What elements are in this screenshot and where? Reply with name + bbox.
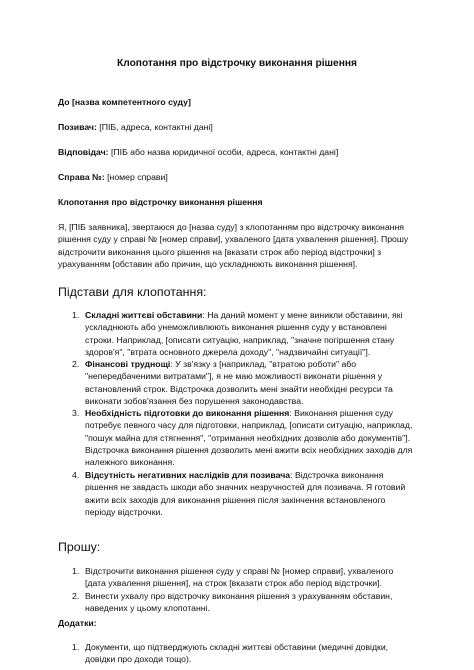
- attachment-item-text: Документи, що підтверджують складні життєві обставини (медичні довідки,: [85, 642, 389, 652]
- case-label: Справа №:: [58, 172, 105, 182]
- list-item-body: [85, 641, 430, 666]
- intro-line: рішення суду у справі № [номер справи], ухваленого [дата ухвалення рішення]. Прошу: [58, 234, 409, 245]
- list-item-body: [85, 469, 430, 518]
- grounds-item-text: : На даний момент у мене виникли обставини, які: [202, 310, 403, 320]
- grounds-item-text: ускладнюють або унеможливлюють виконання рішення суду у встановлені: [85, 322, 387, 333]
- grounds-item-text: Відстрочка виконання рішення дозволить мені вжити всіх необхідних заходів для: [85, 444, 413, 455]
- case-value: [номер справи]: [104, 172, 168, 182]
- request-heading: Прошу:: [58, 540, 101, 554]
- grounds-item-text: : Відстрочка виконання: [290, 470, 384, 480]
- defendant-line: [58, 146, 418, 158]
- grounds-item-text: потребує певного часу для підготовки, наприклад, [описати ситуацію, наприклад,: [85, 420, 413, 431]
- grounds-item-text: здоров'я", "втрата основного джерела доходу", "надзвичайні ситуації"].: [85, 346, 371, 357]
- case-line: [58, 171, 418, 183]
- addressee-line: До [назва компетентного суду]: [58, 97, 191, 107]
- list-number: 1.: [72, 310, 80, 320]
- grounds-item-text: "непередбаченими витратами"], я не маю можливості виконати рішення у: [85, 371, 383, 382]
- grounds-item-title: Відсутність негативних наслідків для позивача: [85, 470, 291, 480]
- defendant-value: [ПІБ або назва юридичної особи, адреса, контактні дані]: [108, 147, 339, 157]
- list-item-body: [85, 309, 430, 358]
- list-number: 1.: [72, 642, 80, 652]
- attachment-item-text: довідки про доходи тощо).: [85, 654, 192, 665]
- grounds-item-title: Складні життєві обставини: [85, 310, 203, 320]
- list-item-body: [85, 565, 430, 590]
- request-item-text: наведених у цьому клопотанні.: [85, 603, 210, 614]
- list-item-body: [85, 407, 430, 468]
- grounds-item-title: Необхідність підготовки до виконання рішення: [85, 408, 290, 418]
- grounds-item-text: вжити всіх заходів для виконання рішення після закінчення встановленого: [85, 494, 386, 505]
- grounds-item-text: виконати зобов'язання без порушення законодавства.: [85, 395, 304, 406]
- grounds-item-text: належного виконання.: [85, 457, 175, 468]
- grounds-item-text: "пошук майна для стягнення", "отримання необхідних дозволів або документів"].: [85, 432, 411, 443]
- list-number: 1.: [72, 566, 80, 576]
- list-number: 4.: [72, 470, 80, 480]
- list-item-body: [85, 358, 430, 407]
- grounds-heading: Підстави для клопотання:: [58, 285, 207, 299]
- list-number: 2.: [72, 359, 80, 369]
- request-item-text: [дата ухвалення рішення], на строк [вказати строк або період відстрочки].: [85, 578, 382, 589]
- grounds-item-text: : Виконання рішення суду: [289, 408, 393, 418]
- grounds-item-text: : У зв'язку з [наприклад, "втратою роботи" або: [170, 359, 357, 369]
- list-item-body: [85, 590, 430, 615]
- grounds-item-text: періоду відстрочки.: [85, 506, 163, 517]
- plaintiff-line: [58, 121, 418, 133]
- intro-line: урахуванням [обставин або причин, що ускладнюють виконання рішення].: [58, 258, 358, 269]
- intro-paragraph: [58, 221, 420, 270]
- attachments-heading: Додатки:: [58, 618, 97, 628]
- intro-line: відстрочити виконання цього рішення на [вказати строк або період відстрочки] з: [58, 246, 382, 257]
- list-number: 3.: [72, 408, 80, 418]
- plaintiff-value: [ПІБ, адреса, контактні дані]: [96, 122, 213, 132]
- plaintiff-label: Позивач:: [58, 122, 97, 132]
- document-title: Клопотання про відстрочку виконання рішення: [117, 58, 357, 69]
- defendant-label: Відповідач:: [58, 147, 109, 157]
- document-subtitle: Клопотання про відстрочку виконання рішення: [58, 197, 263, 207]
- grounds-item-text: рішення не завдасть шкоди або значних незручностей для позивача. Я готовий: [85, 482, 406, 493]
- intro-line: Я, [ПІБ заявника], звертаюся до [назва суду] з клопотанням про відстрочку виконання: [58, 222, 404, 232]
- grounds-item-text: строки. Наприклад, [описати ситуацію, наприклад, "значне погіршення стану: [85, 334, 395, 345]
- grounds-item-text: встановлений строк. Відстрочка дозволить мені знайти необхідні ресурси та: [85, 383, 393, 394]
- request-item-text: Винести ухвалу про відстрочку виконання рішення з урахуванням обставин,: [85, 591, 393, 601]
- list-number: 2.: [72, 591, 80, 601]
- grounds-item-title: Фінансові труднощі: [85, 359, 171, 369]
- request-item-text: Відстрочити виконання рішення суду у справі № [номер справи], ухваленого: [85, 566, 394, 576]
